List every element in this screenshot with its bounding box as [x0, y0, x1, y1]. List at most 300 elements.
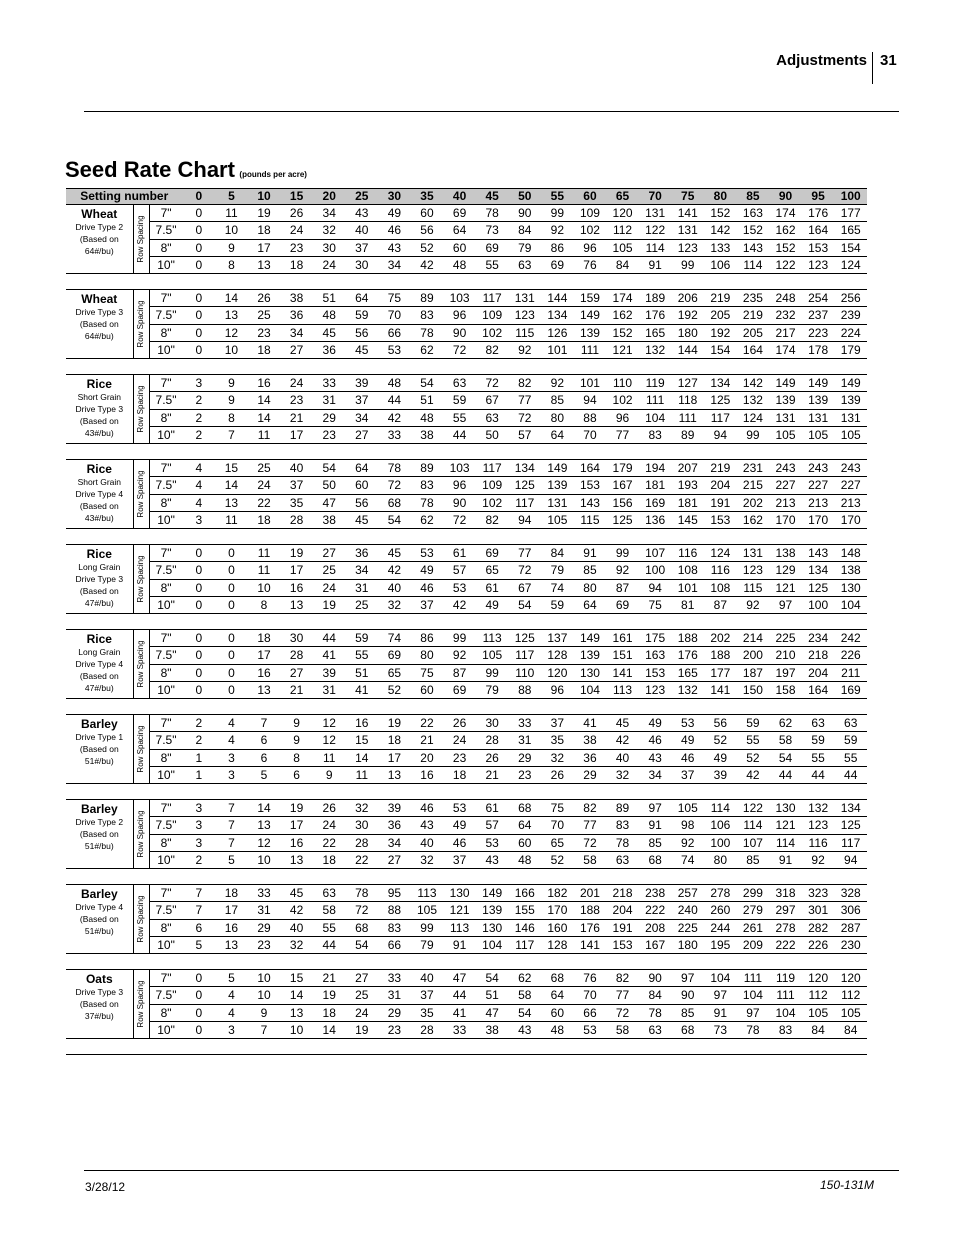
rate-cell: 131 — [840, 410, 861, 425]
rate-cell: 64 — [355, 461, 369, 475]
rate-cell: 144 — [547, 291, 568, 305]
rate-cell: 164 — [808, 682, 829, 697]
rate-cell: 105 — [612, 240, 633, 255]
seed-label — [66, 715, 133, 783]
rate-cell: 65 — [387, 665, 402, 680]
rate-cell: 134 — [840, 801, 861, 815]
rate-cell: 40 — [355, 223, 369, 238]
rate-cell: 115 — [580, 512, 600, 527]
rate-cell: 61 — [485, 801, 499, 815]
rate-cell: 114 — [645, 240, 665, 255]
rate-cell: 59 — [550, 597, 565, 612]
row-spacing-value: 10" — [149, 342, 183, 359]
rate-cell: 23 — [322, 427, 336, 442]
rate-cell: 18 — [257, 342, 271, 357]
rate-cell: 33 — [322, 376, 336, 390]
rate-cell: 0 — [195, 325, 203, 340]
rate-cell: 188 — [579, 903, 600, 918]
setting-header-cell: 30 — [387, 189, 402, 203]
setting-header-cell: 60 — [583, 189, 597, 203]
rate-cell: 49 — [387, 206, 402, 220]
rate-cell: 4 — [195, 478, 203, 493]
rate-cell: 132 — [645, 342, 666, 357]
rate-cell: 6 — [293, 767, 300, 782]
rate-cell: 0 — [195, 291, 203, 305]
rate-cell: 35 — [420, 1005, 434, 1020]
row-spacing-column — [133, 290, 149, 358]
row-spacing-value: 7.5" — [149, 817, 183, 833]
row-spacing-value: 7" — [149, 715, 183, 731]
table-row — [149, 290, 867, 307]
rate-cell: 17 — [289, 427, 304, 442]
table-row — [149, 885, 867, 902]
rate-cell: 63 — [485, 410, 499, 425]
rate-cell: 224 — [840, 325, 861, 340]
rate-cell: 117 — [482, 461, 502, 475]
rate-cell: 13 — [257, 257, 271, 272]
rate-cell: 105 — [808, 1005, 829, 1020]
rate-cell: 79 — [518, 240, 532, 255]
row-spacing-label: Row Spacing — [136, 215, 146, 263]
rate-cell: 282 — [808, 920, 829, 935]
rate-cell: 174 — [612, 291, 633, 305]
seed-name: Rice — [86, 632, 112, 646]
rate-cell: 231 — [742, 461, 763, 475]
rate-cell: 9 — [293, 733, 300, 748]
rate-cell: 1 — [195, 767, 203, 782]
rate-cell: 112 — [808, 988, 828, 1003]
rate-cell: 56 — [355, 495, 369, 510]
rate-cell: 58 — [583, 852, 597, 867]
row-spacing-label: Row Spacing — [136, 810, 146, 858]
rate-cell: 77 — [518, 546, 532, 560]
rate-cell: 47 — [452, 971, 467, 985]
rate-cell: 17 — [257, 648, 271, 663]
seed-rate-table — [66, 188, 867, 1055]
rate-cell: 165 — [840, 223, 861, 238]
rate-cell: 10 — [289, 1022, 304, 1037]
rate-cell: 18 — [322, 1005, 336, 1020]
rate-cell: 323 — [808, 886, 829, 900]
rate-cell: 297 — [775, 903, 796, 918]
rate-cell: 123 — [645, 682, 666, 697]
rate-cell: 88 — [387, 903, 402, 918]
table-row — [149, 852, 867, 869]
seed-group — [66, 970, 867, 1039]
rate-cell: 134 — [808, 563, 829, 578]
rate-cell: 25 — [257, 308, 271, 323]
rate-cell: 67 — [518, 580, 532, 595]
rate-cell: 34 — [387, 835, 402, 850]
rate-cell: 104 — [840, 597, 861, 612]
rate-cell: 213 — [808, 495, 829, 510]
rate-cell: 18 — [257, 631, 271, 645]
rate-cell: 129 — [775, 563, 796, 578]
rate-cell: 58 — [518, 988, 532, 1003]
rate-cell: 42 — [289, 903, 304, 918]
rate-cell: 123 — [742, 563, 763, 578]
rate-cell: 89 — [420, 291, 434, 305]
seed-info-line: 51#/bu) — [84, 841, 114, 851]
rate-cell: 101 — [547, 342, 568, 357]
rate-cell: 31 — [322, 682, 336, 697]
table-row — [149, 767, 867, 784]
seed-info-line: 43#/bu) — [84, 513, 114, 523]
rate-cell: 18 — [224, 886, 239, 900]
rate-cell: 100 — [710, 835, 731, 850]
rate-cell: 94 — [713, 427, 727, 442]
rate-cell: 0 — [228, 682, 235, 697]
rate-cell: 104 — [710, 971, 731, 985]
rate-cell: 39 — [387, 801, 402, 815]
rate-cell: 41 — [583, 716, 597, 730]
rate-cell: 122 — [742, 801, 763, 815]
rate-cell: 78 — [485, 206, 499, 220]
row-spacing-value: 10" — [149, 937, 183, 954]
rate-cell: 24 — [322, 580, 336, 595]
rate-cell: 7 — [228, 818, 235, 833]
rate-cell: 153 — [645, 665, 666, 680]
rate-cell: 0 — [195, 1022, 203, 1037]
table-row — [149, 240, 867, 257]
seed-label — [66, 885, 133, 953]
seed-info-line: 51#/bu) — [84, 926, 114, 936]
rate-cell: 25 — [355, 988, 369, 1003]
rate-cell: 48 — [550, 1022, 565, 1037]
rate-cell: 243 — [775, 461, 796, 475]
rate-cell: 3 — [228, 750, 235, 765]
seed-info-line: Drive Type 4 — [75, 659, 124, 669]
rate-cell: 145 — [677, 512, 698, 527]
rate-cell: 68 — [387, 495, 402, 510]
rate-cell: 74 — [681, 852, 695, 867]
row-spacing-value: 7.5" — [149, 987, 183, 1003]
rate-cell: 19 — [355, 1022, 369, 1037]
setting-header-cell: 50 — [518, 189, 532, 203]
seed-info-line: Short Grain — [77, 392, 122, 402]
rate-cell: 53 — [583, 1022, 597, 1037]
rate-cell: 45 — [355, 512, 369, 527]
rate-cell: 94 — [648, 580, 662, 595]
rate-cell: 28 — [485, 733, 499, 748]
rate-cell: 217 — [775, 325, 796, 340]
rate-cell: 31 — [322, 393, 336, 408]
rate-cell: 78 — [420, 495, 434, 510]
seed-group — [66, 630, 867, 699]
row-spacing-value: 8" — [149, 410, 183, 426]
group-separator — [66, 954, 867, 970]
rate-cell: 61 — [485, 580, 499, 595]
seed-groups — [66, 205, 867, 1055]
rate-cell: 21 — [322, 971, 336, 985]
rate-cell: 63 — [518, 257, 532, 272]
rate-cell: 10 — [257, 580, 271, 595]
rate-cell: 0 — [195, 308, 203, 323]
rate-cell: 76 — [583, 971, 597, 985]
rate-cell: 112 — [841, 988, 861, 1003]
rate-cell: 278 — [775, 920, 796, 935]
rate-cell: 109 — [579, 206, 600, 220]
rate-cell: 10 — [224, 342, 239, 357]
rate-cell: 69 — [452, 206, 467, 220]
seed-label — [66, 630, 133, 698]
rate-cell: 187 — [742, 665, 763, 680]
rate-cell: 97 — [648, 801, 662, 815]
footer-rule — [84, 1170, 899, 1171]
rate-cell: 92 — [518, 342, 532, 357]
rate-cell: 34 — [648, 767, 662, 782]
rate-cell: 26 — [452, 716, 467, 730]
rate-cell: 113 — [450, 920, 470, 935]
rate-cell: 92 — [452, 648, 467, 663]
rate-cell: 83 — [648, 427, 662, 442]
rate-cell: 88 — [583, 410, 597, 425]
rate-cell: 123 — [677, 240, 698, 255]
rate-cell: 13 — [224, 495, 239, 510]
rate-cell: 105 — [808, 427, 829, 442]
table-row — [149, 410, 867, 427]
seed-info-line: Short Grain — [77, 477, 122, 487]
rate-cell: 13 — [224, 308, 239, 323]
rate-cell: 149 — [547, 461, 568, 475]
rate-cell: 116 — [710, 563, 730, 578]
table-row — [149, 597, 867, 614]
rate-cell: 215 — [742, 478, 763, 493]
rate-cell: 49 — [420, 563, 434, 578]
rate-cell: 103 — [449, 291, 470, 305]
rate-cell: 124 — [840, 257, 861, 272]
row-spacing-column — [133, 460, 149, 528]
rate-cell: 182 — [547, 886, 568, 900]
row-spacing-value: 10" — [149, 767, 183, 784]
rate-cell: 207 — [677, 461, 698, 475]
rate-cell: 176 — [645, 308, 666, 323]
setting-header-cell: 85 — [746, 189, 760, 203]
table-row — [149, 427, 867, 444]
row-spacing-column — [133, 205, 149, 273]
rate-cell: 117 — [710, 410, 730, 425]
row-spacing-column — [133, 545, 149, 613]
rate-cell: 19 — [289, 546, 304, 560]
rate-cell: 318 — [775, 886, 796, 900]
rate-cell: 72 — [387, 478, 402, 493]
rate-cell: 202 — [710, 631, 731, 645]
rate-cell: 90 — [518, 206, 532, 220]
rate-cell: 91 — [452, 937, 467, 952]
setting-header-cell: 40 — [452, 189, 467, 203]
rate-cell: 74 — [387, 631, 402, 645]
seed-info-line: (Based on — [79, 914, 119, 924]
rate-cell: 104 — [742, 988, 763, 1003]
rate-cell: 4 — [228, 988, 235, 1003]
rate-cell: 117 — [482, 291, 502, 305]
rate-cell: 161 — [612, 631, 633, 645]
row-spacing-value: 8" — [149, 495, 183, 511]
rate-cell: 121 — [775, 818, 796, 833]
table-row — [149, 222, 867, 239]
rate-cell: 34 — [322, 206, 336, 220]
rate-cell: 59 — [844, 733, 858, 748]
setting-number-label: Setting number — [80, 189, 169, 203]
rate-cell: 59 — [811, 733, 825, 748]
rate-cell: 164 — [579, 461, 600, 475]
rate-cell: 6 — [260, 750, 268, 765]
row-spacing-value: 7" — [149, 545, 183, 561]
seed-name: Rice — [86, 377, 112, 391]
rate-cell: 29 — [257, 920, 271, 935]
rate-cell: 14 — [322, 1022, 336, 1037]
rate-cell: 209 — [742, 937, 763, 952]
rate-cell: 179 — [840, 342, 861, 357]
rate-cell: 188 — [710, 648, 731, 663]
rate-cell: 3 — [195, 818, 203, 833]
rate-cell: 167 — [612, 478, 633, 493]
rate-cell: 117 — [515, 648, 535, 663]
rate-cell: 91 — [648, 818, 662, 833]
rate-cell: 75 — [648, 597, 662, 612]
rate-cell: 13 — [289, 852, 304, 867]
rate-cell: 23 — [289, 240, 304, 255]
row-spacing-label: Row Spacing — [136, 980, 146, 1028]
rate-cell: 169 — [840, 682, 861, 697]
rate-cell: 230 — [840, 937, 861, 952]
rate-cell: 18 — [257, 512, 271, 527]
row-spacing-column — [133, 630, 149, 698]
setting-header-cell: 95 — [811, 189, 825, 203]
rate-cell: 149 — [579, 308, 600, 323]
rate-cell: 222 — [775, 937, 796, 952]
rate-cell: 5 — [195, 937, 203, 952]
rate-cell: 166 — [514, 886, 535, 900]
rate-cell: 227 — [808, 478, 829, 493]
rate-cell: 16 — [224, 920, 239, 935]
rate-cell: 36 — [322, 342, 336, 357]
rate-cell: 77 — [615, 988, 630, 1003]
rate-cell: 91 — [713, 1005, 727, 1020]
rate-cell: 31 — [518, 733, 532, 748]
table-row — [149, 835, 867, 852]
rate-cell: 84 — [811, 1022, 825, 1037]
seed-info-line: (Based on — [79, 586, 119, 596]
rate-cell: 222 — [645, 903, 666, 918]
rate-cell: 53 — [681, 716, 695, 730]
rate-cell: 74 — [550, 580, 565, 595]
rate-cell: 27 — [387, 852, 402, 867]
rate-cell: 37 — [355, 240, 369, 255]
table-row — [149, 477, 867, 494]
rate-cell: 9 — [293, 716, 300, 730]
seed-info-line: Drive Type 3 — [75, 987, 124, 997]
rate-cell: 78 — [420, 325, 434, 340]
rate-cell: 56 — [420, 223, 434, 238]
rate-cell: 13 — [257, 818, 271, 833]
seed-info-line: 51#/bu) — [84, 756, 114, 766]
rate-cell: 211 — [841, 665, 861, 680]
rate-cell: 0 — [228, 648, 235, 663]
rate-cell: 143 — [742, 240, 763, 255]
rate-cell: 261 — [742, 920, 763, 935]
rate-cell: 148 — [840, 546, 861, 560]
footer-doc-number: 150-131M — [820, 1178, 875, 1192]
rate-cell: 8 — [228, 410, 235, 425]
rate-cell: 116 — [808, 835, 828, 850]
rate-cell: 61 — [452, 546, 467, 560]
row-spacing-value: 7.5" — [149, 477, 183, 493]
rate-cell: 102 — [482, 495, 503, 510]
seed-group — [66, 545, 867, 614]
rate-cell: 92 — [681, 835, 695, 850]
seed-info-line: Drive Type 1 — [75, 732, 124, 742]
rate-cell: 92 — [615, 563, 630, 578]
rate-cell: 12 — [224, 325, 239, 340]
rate-cell: 94 — [844, 852, 858, 867]
rate-cell: 109 — [482, 478, 503, 493]
rate-cell: 204 — [710, 478, 731, 493]
seed-info-line: (Based on — [79, 416, 119, 426]
seed-info-line: (Based on — [79, 234, 119, 244]
rate-cell: 90 — [648, 971, 662, 985]
rate-cell: 83 — [387, 920, 402, 935]
rate-cell: 44 — [778, 767, 793, 782]
row-spacing-value: 8" — [149, 920, 183, 936]
setting-header-cell: 65 — [615, 189, 630, 203]
rate-cell: 14 — [355, 750, 369, 765]
rate-cell: 153 — [579, 478, 600, 493]
rate-cell: 23 — [518, 767, 532, 782]
rate-cell: 69 — [452, 682, 467, 697]
rate-cell: 301 — [808, 903, 829, 918]
rate-cell: 131 — [775, 410, 796, 425]
rate-cell: 80 — [713, 852, 727, 867]
table-row — [149, 580, 867, 597]
rate-cell: 164 — [742, 342, 763, 357]
spacing-rows — [149, 800, 867, 868]
rate-cell: 73 — [713, 1022, 727, 1037]
seed-name: Wheat — [81, 292, 118, 306]
rate-cell: 306 — [840, 903, 861, 918]
rate-cell: 38 — [485, 1022, 499, 1037]
rate-cell: 14 — [257, 410, 271, 425]
rate-cell: 83 — [778, 1022, 793, 1037]
row-spacing-value: 7.5" — [149, 307, 183, 323]
rate-cell: 23 — [257, 937, 271, 952]
rate-cell: 120 — [612, 206, 633, 220]
rate-cell: 200 — [742, 648, 763, 663]
rate-cell: 33 — [257, 886, 271, 900]
rate-cell: 119 — [645, 376, 665, 390]
rate-cell: 210 — [775, 648, 796, 663]
rate-cell: 56 — [713, 716, 727, 730]
rate-cell: 2 — [195, 733, 203, 748]
table-row — [149, 460, 867, 477]
seed-info-line: Drive Type 2 — [75, 817, 124, 827]
rate-cell: 108 — [677, 563, 698, 578]
rate-cell: 13 — [289, 597, 304, 612]
rate-cell: 84 — [648, 988, 662, 1003]
rate-cell: 46 — [648, 733, 662, 748]
rate-cell: 85 — [746, 852, 760, 867]
rate-cell: 27 — [355, 971, 369, 985]
rate-cell: 7 — [260, 1022, 268, 1037]
row-spacing-column — [133, 970, 149, 1038]
group-separator — [66, 614, 867, 630]
rate-cell: 42 — [420, 257, 434, 272]
rate-cell: 103 — [449, 461, 470, 475]
rate-cell: 33 — [387, 427, 402, 442]
rate-cell: 0 — [228, 665, 235, 680]
seed-label — [66, 375, 133, 443]
rate-cell: 31 — [355, 580, 369, 595]
